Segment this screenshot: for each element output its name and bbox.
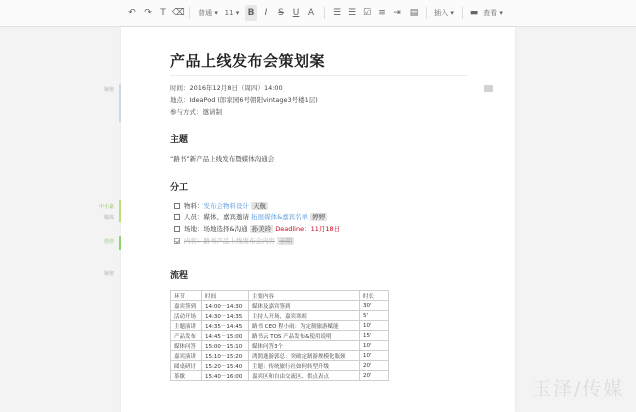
- task-item-done[interactable]: [174, 236, 294, 246]
- insert-menu-label: 插入: [434, 9, 449, 17]
- table-row: [171, 311, 389, 321]
- bold-icon[interactable]: B: [245, 5, 257, 21]
- table-cell[interactable]: 15': [360, 331, 389, 341]
- task-label: 场地：场地选择&沟通: [184, 225, 248, 233]
- indent-icon[interactable]: ⇥: [393, 8, 401, 18]
- table-header-row: [171, 291, 389, 301]
- deadline-date[interactable]: 11月18日: [310, 225, 341, 233]
- task-item[interactable]: [174, 201, 268, 211]
- font-size-select[interactable]: 11 ▾: [224, 9, 240, 17]
- section-heading-theme[interactable]: 主题: [170, 135, 189, 145]
- table-cell[interactable]: 媒体问答: [171, 341, 202, 351]
- schedule-table[interactable]: [170, 290, 389, 381]
- section-heading-division[interactable]: 分工: [170, 183, 189, 193]
- table-cell[interactable]: 10': [360, 351, 389, 361]
- numbered-list-icon[interactable]: ☰: [347, 8, 357, 18]
- table-header-cell[interactable]: 主要内容: [249, 291, 360, 301]
- view-menu-label: 查看: [483, 9, 498, 17]
- table-cell[interactable]: 主题：传统旅行社如何转型升级: [249, 361, 360, 371]
- change-marker: [119, 200, 121, 222]
- redo-icon[interactable]: ↷: [144, 8, 152, 18]
- theme-text[interactable]: “路书”新产品上线发布暨媒体沟通会: [170, 155, 275, 163]
- task-checkbox[interactable]: [174, 203, 180, 209]
- table-cell[interactable]: 主持人开场、嘉宾寒暄: [249, 311, 360, 321]
- paragraph-style-label: 普通: [198, 9, 213, 17]
- assignee-tag[interactable]: 天航: [253, 202, 267, 210]
- table-row: [171, 341, 389, 351]
- table-row: [171, 321, 389, 331]
- paragraph-style-select[interactable]: 普通 ▾: [198, 9, 218, 17]
- table-cell[interactable]: 10': [360, 341, 389, 351]
- table-cell[interactable]: 14:30－14:35: [202, 311, 249, 321]
- watermark: 玉泽/传媒: [532, 378, 625, 400]
- view-menu[interactable]: 查看 ▾: [483, 9, 503, 17]
- comment-icon[interactable]: [484, 85, 493, 92]
- table-cell[interactable]: 5': [360, 311, 389, 321]
- insert-menu[interactable]: 插入 ▾: [434, 9, 454, 17]
- task-checkbox-checked[interactable]: [174, 238, 180, 244]
- side-note[interactable]: 媒体: [103, 215, 114, 221]
- table-cell[interactable]: 路书云 TOS 产品发布&使用说明: [249, 331, 360, 341]
- strikethrough-icon[interactable]: S: [278, 8, 284, 18]
- table-cell[interactable]: 产品发布: [171, 331, 202, 341]
- text-color-icon[interactable]: A: [307, 8, 315, 18]
- table-cell[interactable]: 媒体及嘉宾签到: [249, 301, 360, 311]
- table-cell[interactable]: 15:40－16:00: [202, 371, 249, 381]
- table-header-cell[interactable]: 时间: [202, 291, 249, 301]
- table-cell[interactable]: 嘉宾演讲: [171, 351, 202, 361]
- task-item[interactable]: [174, 212, 327, 222]
- table-cell[interactable]: 14:45－15:00: [202, 331, 249, 341]
- table-row: [171, 331, 389, 341]
- table-cell[interactable]: 10': [360, 321, 389, 331]
- table-header-cell[interactable]: 时长: [360, 291, 389, 301]
- table-cell[interactable]: 15:10－15:20: [202, 351, 249, 361]
- table-cell[interactable]: 20': [360, 361, 389, 371]
- assignee-tag[interactable]: 子明: [279, 237, 293, 245]
- task-label: 内容：路书产品上线发布会内容: [184, 237, 275, 245]
- checklist-icon[interactable]: ☑: [362, 8, 372, 18]
- align-icon[interactable]: ≡: [378, 8, 386, 18]
- table-cell[interactable]: 媒体问答3个: [249, 341, 360, 351]
- task-label: 人员：媒体、嘉宾邀请: [184, 213, 249, 221]
- meta-time[interactable]: 时间：2016年12月8日（周四）14:00: [170, 84, 283, 92]
- underline-icon[interactable]: U: [292, 8, 300, 18]
- table-cell[interactable]: 活动开场: [171, 311, 202, 321]
- change-marker: [119, 84, 121, 122]
- table-row: [171, 301, 389, 311]
- table-cell[interactable]: 30': [360, 301, 389, 311]
- task-item[interactable]: [174, 224, 340, 234]
- clear-format-icon[interactable]: ⌫: [172, 8, 185, 18]
- side-note[interactable]: 嫁娶: [103, 87, 114, 93]
- italic-icon[interactable]: I: [264, 8, 268, 18]
- meta-attendance[interactable]: 参与方式：邀请制: [170, 108, 222, 116]
- format-painter-icon[interactable]: T: [160, 8, 166, 18]
- table-cell[interactable]: 嘉宾签到: [171, 301, 202, 311]
- table-cell[interactable]: 14:35－14:45: [202, 321, 249, 331]
- font-size-label: 11: [224, 9, 234, 17]
- table-cell[interactable]: 15:20－15:40: [202, 361, 249, 371]
- table-cell[interactable]: 15:00－15:10: [202, 341, 249, 351]
- table-cell[interactable]: 14:00－14:30: [202, 301, 249, 311]
- assignee-tag[interactable]: 婷婷: [312, 213, 326, 221]
- side-note[interactable]: 佳佳: [103, 239, 114, 245]
- table-header-cell[interactable]: 环节: [171, 291, 202, 301]
- table-cell[interactable]: 鸿鹄逸游郭总：突破定制游规模化瓶颈: [249, 351, 360, 361]
- undo-icon[interactable]: ↶: [128, 8, 136, 18]
- table-cell[interactable]: 茶歇: [171, 371, 202, 381]
- title-divider: [170, 75, 467, 76]
- assignee-tag[interactable]: 孙美玲: [251, 225, 272, 233]
- deadline-label: Deadline：: [275, 225, 311, 233]
- comment-toolbar-icon[interactable]: ▬: [469, 8, 479, 18]
- table-row: [171, 361, 389, 371]
- side-note[interactable]: 嫁娶: [103, 271, 114, 277]
- side-note[interactable]: 中小嘉: [98, 204, 114, 210]
- table-row: [171, 371, 389, 381]
- task-link[interactable]: 拓展媒体&嘉宾名单: [251, 213, 309, 221]
- editor-toolbar: [0, 0, 636, 27]
- task-label: 物料：: [184, 202, 204, 210]
- task-checkbox[interactable]: [174, 214, 180, 220]
- table-row: [171, 351, 389, 361]
- bullet-list-icon[interactable]: ☰: [332, 8, 342, 18]
- table-cell[interactable]: 圆桌研讨: [171, 361, 202, 371]
- task-link[interactable]: 发布会物料设计: [203, 202, 249, 210]
- meta-place[interactable]: 地点：IdeaPod (郎家园6号朝阳vintage3号楼1层): [170, 96, 318, 104]
- table-cell[interactable]: 20': [360, 371, 389, 381]
- table-cell[interactable]: 嘉宾区和自由交流区、供点表点: [249, 371, 360, 381]
- table-cell[interactable]: 路书 CEO 程小雨：为定制旅游赋能: [249, 321, 360, 331]
- section-heading-flow[interactable]: 流程: [170, 271, 189, 281]
- task-checkbox[interactable]: [174, 226, 180, 232]
- change-marker: [119, 236, 121, 250]
- more-format-icon[interactable]: ▤: [409, 8, 419, 18]
- table-cell[interactable]: 主题演讲: [171, 321, 202, 331]
- document-title[interactable]: 产品上线发布会策划案: [170, 52, 326, 70]
